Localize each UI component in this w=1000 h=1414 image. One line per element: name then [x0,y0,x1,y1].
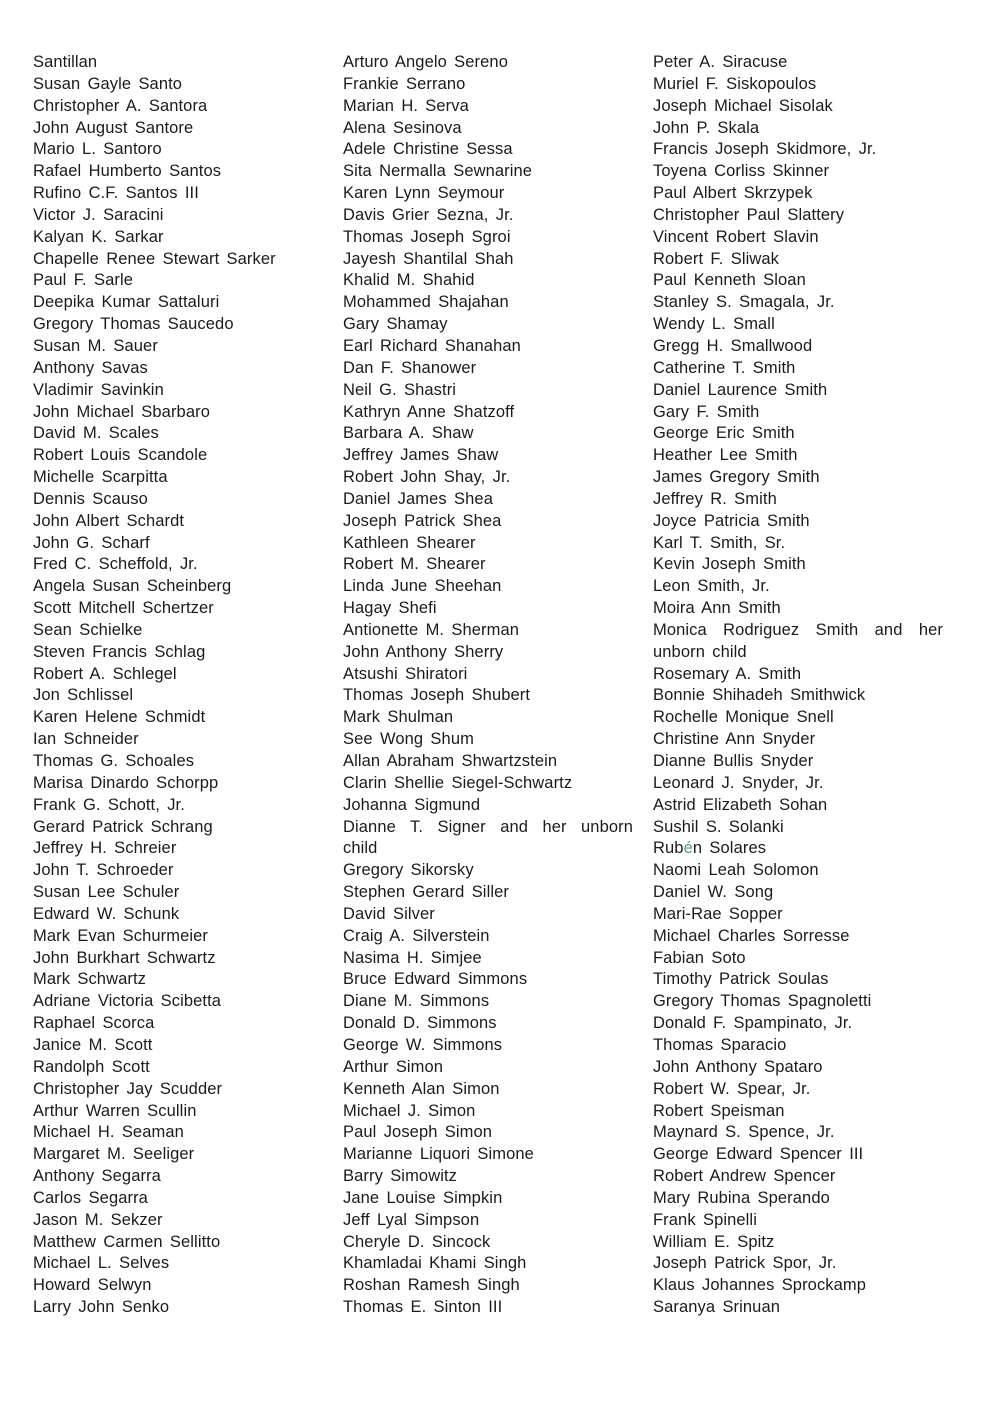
list-item: Daniel W. Song [653,883,774,902]
list-item: Sushil S. Solanki [653,817,784,836]
list-item: Kenneth Alan Simon [343,1079,500,1098]
list-item: Stanley S. Smagala, Jr. [653,293,835,312]
list-item: See Wong Shum [343,730,474,749]
list-item: Gregory Sikorsky [343,861,474,880]
list-item: Khamladai Khami Singh [343,1254,527,1273]
list-item: Gregory Thomas Spagnoletti [653,992,872,1011]
list-item: Raphael Scorca [33,1014,155,1033]
list-item: Marisa Dinardo Schorpp [33,773,219,792]
list-item: Janice M. Scott [33,1035,153,1054]
list-item: Scott Mitchell Schertzer [33,599,214,618]
list-item: Adriane Victoria Scibetta [33,992,222,1011]
list-item: Edward W. Schunk [33,904,180,923]
list-item: Bonnie Shihadeh Smithwick [653,686,866,705]
list-item: Khalid M. Shahid [343,271,475,290]
list-item: Cheryle D. Sincock [343,1232,491,1251]
list-item: Davis Grier Sezna, Jr. [343,205,514,224]
list-item: Monica Rodriguez Smith and her unborn child [653,620,943,661]
list-item: Roshan Ramesh Singh [343,1276,520,1295]
list-item: Maynard S. Spence, Jr. [653,1123,835,1142]
list-item: Christopher A. Santora [33,96,208,115]
list-item: Marianne Liquori Simone [343,1145,534,1164]
list-item: Naomi Leah Solomon [653,861,819,880]
list-item: Kevin Joseph Smith [653,555,806,574]
list-item: George W. Simmons [343,1035,503,1054]
list-item: Astrid Elizabeth Sohan [653,795,828,814]
list-item: Margaret M. Seeliger [33,1145,195,1164]
names-columns [33,52,943,1319]
list-item: John Michael Sbarbaro [33,402,210,421]
list-item: Klaus Johannes Sprockamp [653,1276,867,1295]
list-item: Jason M. Sekzer [33,1210,163,1229]
list-item: Earl Richard Shanahan [343,336,521,355]
list-item: John G. Scharf [33,533,150,552]
list-item: Howard Selwyn [33,1276,152,1295]
list-item: Barry Simowitz [343,1167,458,1186]
name-column-3 [653,52,943,1319]
list-item: Matthew Carmen Sellitto [33,1232,221,1251]
list-item: Jeff Lyal Simpson [343,1210,480,1229]
list-item: Robert Andrew Spencer [653,1167,836,1186]
list-item: Vladimir Savinkin [33,380,164,399]
list-item: David M. Scales [33,424,159,443]
list-item: Dianne T. Signer and her unborn child [343,817,633,858]
list-item: Mark Schwartz [33,970,147,989]
list-item: Leonard J. Snyder, Jr. [653,773,824,792]
list-item: Kathryn Anne Shatzoff [343,402,515,421]
list-item: Carlos Segarra [33,1188,148,1207]
list-item: Leon Smith, Jr. [653,577,770,596]
list-item: David Silver [343,904,435,923]
list-item: Clarin Shellie Siegel-Schwartz [343,773,573,792]
list-item: Dennis Scauso [33,489,148,508]
list-item: Allan Abraham Shwartzstein [343,752,558,770]
list-item: Dan F. Shanower [343,358,477,377]
list-item: Anthony Segarra [33,1167,161,1186]
list-item: Muriel F. Siskopoulos [653,74,817,93]
list-item: Ian Schneider [33,730,139,749]
list-item: Arturo Angelo Sereno [343,53,508,71]
list-item: Wendy L. Small [653,315,775,334]
list-item: Donald F. Spampinato, Jr. [653,1014,853,1033]
list-item: Diane M. Simmons [343,992,490,1011]
list-item: Hagay Shefi [343,599,437,618]
list-item: Stephen Gerard Siller [343,883,509,902]
list-item: Victor J. Saracini [33,205,164,224]
accented-letter: é [683,839,693,858]
name-column-2 [343,52,633,1319]
list-item: Kathleen Shearer [343,533,476,552]
list-item: Arthur Simon [343,1057,444,1076]
list-item: Neil G. Shastri [343,380,457,399]
list-item: Mario L. Santoro [33,140,162,159]
list-item: Karl T. Smith, Sr. [653,533,786,552]
list-item: Christine Ann Snyder [653,730,816,749]
list-item: Gregory Thomas Saucedo [33,315,234,334]
list-item: Arthur Warren Scullin [33,1101,197,1120]
list-item: Toyena Corliss Skinner [653,162,830,181]
list-item: Steven Francis Schlag [33,642,206,661]
list-item: Paul Albert Skrzypek [653,184,813,203]
list-item: Rafael Humberto Santos [33,162,222,181]
list-item: Karen Lynn Seymour [343,184,505,203]
list-item: Bruce Edward Simmons [343,970,528,989]
list-item: Robert Louis Scandole [33,446,208,465]
list-item: Saranya Srinuan [653,1298,781,1317]
list-item: John August Santore [33,118,194,137]
list-item: Thomas Joseph Sgroi [343,227,511,246]
list-item: John T. Schroeder [33,861,174,880]
list-item: Joseph Michael Sisolak [653,96,833,115]
list-item: Donald D. Simmons [343,1014,497,1033]
list-item: Paul Joseph Simon [343,1123,493,1142]
list-item: Robert W. Spear, Jr. [653,1079,811,1098]
list-item: John Anthony Spataro [653,1057,823,1076]
list-item: Mary Rubina Sperando [653,1188,830,1207]
list-item: Mark Shulman [343,708,454,727]
list-item: Susan Lee Schuler [33,883,180,902]
list-item: Paul F. Sarle [33,271,134,290]
list-item: Peter A. Siracuse [653,53,788,71]
list-item: Thomas Sparacio [653,1035,787,1054]
list-item: Susan Gayle Santo [33,74,183,93]
list-item: Thomas Joseph Shubert [343,686,531,705]
list-item: Gerard Patrick Schrang [33,817,213,836]
list-item: Santillan [33,53,98,71]
list-item: Linda June Sheehan [343,577,502,596]
list-item: John Albert Schardt [33,511,185,530]
list-item: George Edward Spencer III [653,1145,864,1164]
list-item: Gary F. Smith [653,402,760,421]
list-item: Fred C. Scheffold, Jr. [33,555,198,574]
list-item: Michael J. Simon [343,1101,476,1120]
list-item: Jon Schlissel [33,686,134,705]
list-item: Alena Sesinova [343,118,462,137]
list-item: Jeffrey R. Smith [653,489,777,508]
list-item: Rosemary A. Smith [653,664,802,683]
list-item: Michelle Scarpitta [33,468,168,487]
list-item: George Eric Smith [653,424,795,443]
list-item: Daniel Laurence Smith [653,380,828,399]
list-item: Sean Schielke [33,620,143,639]
list-item: Vincent Robert Slavin [653,227,819,246]
list-item: Angela Susan Scheinberg [33,577,232,596]
name-column-1 [33,52,323,1319]
list-item: Jeffrey H. Schreier [33,839,177,858]
list-item: Frankie Serrano [343,74,466,93]
list-item: Kalyan K. Sarkar [33,227,164,246]
list-item: Larry John Senko [33,1298,170,1317]
list-item: Craig A. Silverstein [343,926,490,945]
list-item: Frank Spinelli [653,1210,757,1229]
list-item: Timothy Patrick Soulas [653,970,829,989]
list-item: Anthony Savas [33,358,148,377]
list-item: Heather Lee Smith [653,446,798,465]
list-item: Dianne Bullis Snyder [653,752,814,770]
list-item: Joseph Patrick Spor, Jr. [653,1254,837,1273]
list-item: Karen Helene Schmidt [33,708,206,727]
list-item: Joyce Patricia Smith [653,511,810,530]
list-item: Rochelle Monique Snell [653,708,834,727]
list-item: Deepika Kumar Sattaluri [33,293,220,312]
list-item: Mohammed Shajahan [343,293,509,312]
list-item: Barbara A. Shaw [343,424,474,443]
list-item: Mark Evan Schurmeier [33,926,209,945]
list-item: Rubén Solares [653,839,767,858]
list-item: Frank G. Schott, Jr. [33,795,185,814]
list-item: Chapelle Renee Stewart Sarker [33,249,276,268]
list-item: Rufino C.F. Santos III [33,184,199,203]
list-item: Catherine T. Smith [653,358,796,377]
list-item: Thomas E. Sinton III [343,1298,503,1317]
list-item: Michael H. Seaman [33,1123,184,1142]
list-item: Christopher Paul Slattery [653,205,845,224]
list-item: Thomas G. Schoales [33,752,195,770]
list-item: Atsushi Shiratori [343,664,468,683]
list-item: Susan M. Sauer [33,336,158,355]
list-item: Moira Ann Smith [653,599,781,618]
list-item: Adele Christine Sessa [343,140,513,159]
list-item: Robert A. Schlegel [33,664,177,683]
list-item: Christopher Jay Scudder [33,1079,223,1098]
list-item: Daniel James Shea [343,489,493,508]
list-item: Mari-Rae Sopper [653,904,783,923]
list-item: Nasima H. Simjee [343,948,482,967]
list-item: Johanna Sigmund [343,795,481,814]
list-item: Jane Louise Simpkin [343,1188,503,1207]
list-item: John P. Skala [653,118,760,137]
list-item: Joseph Patrick Shea [343,511,502,530]
list-item: John Anthony Sherry [343,642,504,661]
list-item: Antionette M. Sherman [343,620,520,639]
list-item: Robert John Shay, Jr. [343,468,511,487]
list-item: Michael Charles Sorresse [653,926,850,945]
list-item: William E. Spitz [653,1232,775,1251]
list-item: Randolph Scott [33,1057,150,1076]
list-item: Fabian Soto [653,948,746,967]
list-item: Marian H. Serva [343,96,469,115]
list-item: Robert M. Shearer [343,555,486,574]
list-item: Gregg H. Smallwood [653,336,813,355]
list-item: Robert F. Sliwak [653,249,780,268]
list-item: James Gregory Smith [653,468,820,487]
list-item: Francis Joseph Skidmore, Jr. [653,140,877,159]
list-item: Paul Kenneth Sloan [653,271,806,290]
list-item: Jeffrey James Shaw [343,446,499,465]
list-item: Sita Nermalla Sewnarine [343,162,533,181]
list-item: Robert Speisman [653,1101,785,1120]
list-item: Jayesh Shantilal Shah [343,249,514,268]
list-item: Michael L. Selves [33,1254,170,1273]
list-item: John Burkhart Schwartz [33,948,216,967]
list-item: Gary Shamay [343,315,448,334]
